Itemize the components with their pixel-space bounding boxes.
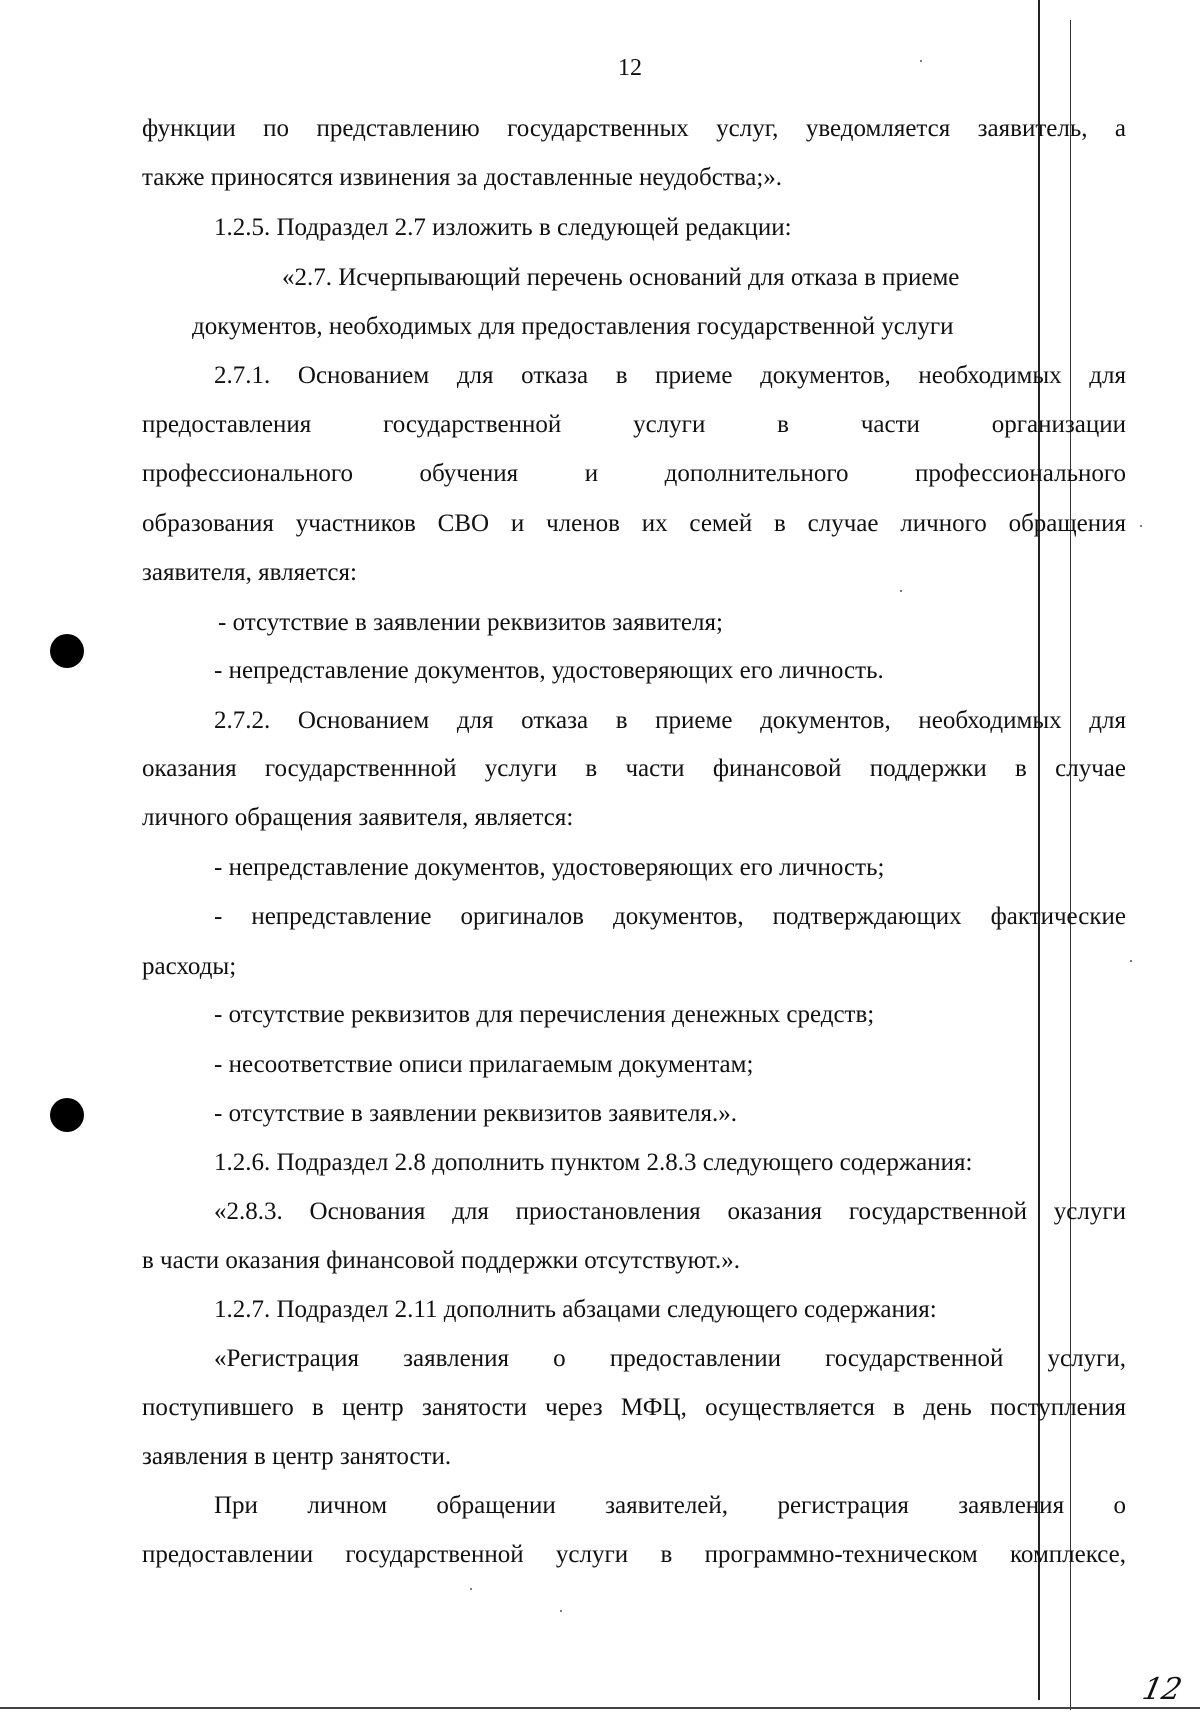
text-line: заявителя, является: <box>142 559 357 586</box>
text-line: поступившего в центр занятости через МФЦ, осуществляется в день поступления <box>142 1394 1126 1421</box>
list-item: - отсутствие в заявлении реквизитов заявителя; <box>218 609 723 636</box>
scan-artifact-line <box>1070 20 1071 1710</box>
list-item: - отсутствие в заявлении реквизитов заявителя.». <box>214 1100 737 1127</box>
text-line: в части оказания финансовой поддержки отсутствуют.». <box>142 1247 741 1274</box>
scan-speck <box>1140 525 1142 527</box>
text-line: При личном обращении заявителей, регистрация заявления о <box>214 1492 1126 1519</box>
scan-speck <box>470 1588 472 1590</box>
scan-speck <box>1130 960 1132 962</box>
text-line: предоставления государственной услуги в части организации <box>142 411 1126 438</box>
list-item: - непредставление документов, удостоверяющих его личность; <box>214 854 885 881</box>
text-line: функции по представлению государственных услуг, уведомляется заявитель, а <box>142 115 1126 142</box>
text-line: также приносятся извинения за доставленные неудобства;». <box>142 164 783 191</box>
scan-speck <box>920 60 922 62</box>
text-line: «2.8.3. Основания для приостановления оказания государственной услуги <box>214 1198 1126 1225</box>
text-line: 2.7.2. Основанием для отказа в приеме документов, необходимых для <box>214 707 1126 734</box>
scan-speck <box>560 1610 562 1612</box>
scan-speck <box>900 590 902 592</box>
text-line: профессионального обучения и дополнительного профессионального <box>142 460 1126 487</box>
list-item: - непредставление оригиналов документов, подтверждающих фактические <box>214 903 1126 930</box>
punch-hole <box>50 1098 84 1132</box>
text-line: расходы; <box>142 953 237 980</box>
handwritten-page-number: 12 <box>1139 1672 1185 1707</box>
list-item: - несоответствие описи прилагаемым документам; <box>214 1051 754 1078</box>
punch-hole <box>50 634 84 668</box>
page-bottom-edge <box>0 1707 1200 1709</box>
list-item: - непредставление документов, удостоверяющих его личность. <box>214 657 884 684</box>
text-line: 2.7.1. Основанием для отказа в приеме документов, необходимых для <box>214 362 1126 389</box>
text-line: «Регистрация заявления о предоставлении государственной услуги, <box>214 1345 1126 1372</box>
text-line: образования участников СВО и членов их семей в случае личного обращения <box>142 510 1126 537</box>
section-heading: документов, необходимых для предоставления государственной услуги <box>192 313 954 340</box>
text-line: 1.2.6. Подраздел 2.8 дополнить пунктом 2.8.3 следующего содержания: <box>214 1149 973 1176</box>
text-line: 1.2.7. Подраздел 2.11 дополнить абзацами следующего содержания: <box>214 1296 937 1323</box>
text-line: 1.2.5. Подраздел 2.7 изложить в следующей редакции: <box>214 214 792 241</box>
text-line: предоставлении государственной услуги в программно-техническом комплексе, <box>142 1541 1126 1568</box>
scan-artifact-line <box>1038 0 1040 1700</box>
list-item: - отсутствие реквизитов для перечисления денежных средств; <box>214 1001 875 1028</box>
text-line: заявления в центр занятости. <box>142 1443 452 1470</box>
page-number: 12 <box>618 55 642 81</box>
section-heading: «2.7. Исчерпывающий перечень оснований для отказа в приеме <box>282 264 960 291</box>
text-line: личного обращения заявителя, является: <box>142 804 574 831</box>
text-line: оказания государственнной услуги в части финансовой поддержки в случае <box>142 755 1126 782</box>
